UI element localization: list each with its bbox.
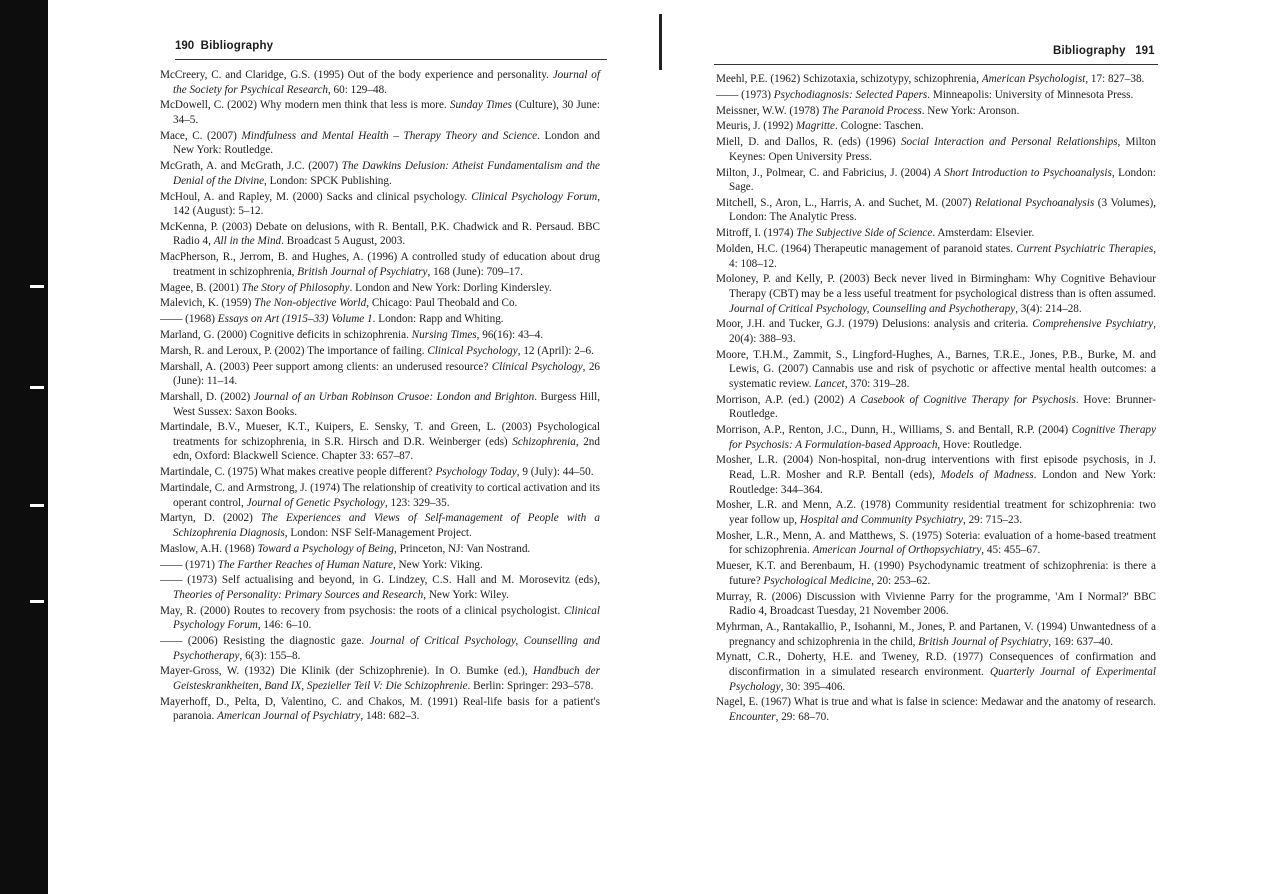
- entry-authors-text: Meissner, W.W. (1978): [716, 104, 823, 117]
- entry-work-title: Nursing Times: [411, 328, 477, 341]
- scan-artifact-mark: [30, 386, 44, 389]
- right-page-number: 191: [1135, 45, 1155, 57]
- entry-publication-details: , 148: 682–3.: [360, 710, 420, 723]
- entry-authors-text: McGrath, A. and McGrath, J.C. (2007): [160, 160, 342, 173]
- entry-work-title: Lancet: [814, 377, 845, 390]
- bibliography-entry: [716, 559, 1156, 588]
- entry-authors-text: May, R. (2000) Routes to recovery from psychosis: the roots of a clinical psychologist.: [160, 604, 564, 617]
- bibliography-entry: [716, 72, 1156, 87]
- bibliography-entry: [160, 344, 600, 359]
- entry-authors-text: Miell, D. and Dallos, R. (eds) (1996): [716, 136, 901, 149]
- bibliography-entry: [160, 558, 600, 573]
- gutter-binding-mark: [659, 14, 662, 70]
- entry-work-title: American Journal of Orthopsychiatry: [812, 544, 982, 557]
- left-head-rule: [175, 59, 607, 60]
- entry-work-title: Mindfulness and Mental Health – Therapy Theory and Science: [241, 129, 538, 142]
- entry-authors-text: McHoul, A. and Rapley, M. (2000) Sacks and clinical psychology.: [160, 190, 472, 203]
- entry-publication-details: , New York: Viking.: [392, 558, 483, 571]
- entry-work-title: Journal of Critical Psychology, Counselling and Psychotherapy: [729, 302, 1016, 315]
- bibliography-entry: [716, 166, 1156, 195]
- entry-authors-text: Nagel, E. (1967) What is true and what is false in science: Medawar and the anatomy of research.: [716, 696, 1156, 709]
- entry-authors-text: Marshall, A. (2003) Peer support among clients: an underused resource?: [160, 360, 492, 373]
- bibliography-entry: [160, 390, 600, 419]
- entry-authors-text: Milton, J., Polmear, C. and Fabricius, J. (2004): [716, 166, 935, 179]
- entry-publication-details: , Hove: Routledge.: [937, 438, 1022, 451]
- entry-work-title: The Story of Philosophy: [241, 281, 350, 294]
- entry-authors-text: Martyn, D. (2002): [160, 512, 262, 525]
- bibliography-entry: [160, 68, 600, 97]
- entry-publication-details: , London: SPCK Publishing.: [264, 174, 392, 187]
- bibliography-entry: [160, 281, 600, 296]
- bibliography-entry: [716, 88, 1156, 103]
- entry-work-title: Psychological Medicine: [763, 574, 872, 587]
- bibliography-entry: [160, 465, 600, 480]
- entry-publication-details: , 20: 253–62.: [871, 574, 931, 587]
- entry-authors-text: Morrison, A.P., Renton, J.C., Dunn, H., Williams, S. and Bentall, R.P. (2004): [716, 424, 1072, 437]
- bibliography-entry: [160, 511, 600, 540]
- entry-publication-details: . London: Rapp and Whiting.: [372, 313, 504, 326]
- entry-work-title: Psychology Today: [435, 466, 517, 479]
- entry-authors-text: Martindale, C. (1975) What makes creative people different?: [160, 466, 436, 479]
- entry-authors-text: Mitchell, S., Aron, L., Harris, A. and Suchet, M. (2007): [716, 196, 976, 209]
- entry-authors-text: Mitroff, I. (1974): [716, 227, 797, 240]
- entry-publication-details: . London and New York: Routledge: 344–364.: [729, 469, 1156, 496]
- entry-work-title: Social Interaction and Personal Relationships: [900, 136, 1118, 149]
- bibliography-entry: [160, 220, 600, 249]
- right-head-rule: [714, 64, 1158, 65]
- entry-work-title: Clinical Psychology: [491, 360, 583, 373]
- entry-authors-text: —— (1973) Self actualising and beyond, in G. Lindzey, C.S. Hall and M. Morosevitz (eds),: [160, 574, 600, 587]
- bibliography-entry: [716, 272, 1156, 316]
- bibliography-entry: [716, 498, 1156, 527]
- entry-publication-details: . Berlin: Springer: 293–578.: [467, 680, 594, 693]
- entry-authors-text: Martindale, C. and Armstrong, J. (1974) The relationship of creativity to cortical activation and its operant control,: [160, 482, 600, 509]
- bibliography-entry: [716, 196, 1156, 225]
- bibliography-entry: [716, 104, 1156, 119]
- entry-authors-text: Malevich, K. (1959): [160, 297, 255, 310]
- bibliography-entry: [160, 250, 600, 279]
- bibliography-entry: [716, 590, 1156, 619]
- entry-authors-text: —— (1968): [160, 313, 218, 326]
- entry-publication-details: , New York: Wiley.: [423, 588, 509, 601]
- bibliography-entry: [160, 573, 600, 602]
- entry-work-title: Relational Psychoanalysis: [975, 196, 1095, 209]
- entry-publication-details: . Broadcast 5 August, 2003.: [281, 235, 406, 248]
- entry-publication-details: . Cologne: Taschen.: [835, 120, 924, 133]
- entry-authors-text: Mueser, K.T. and Berenbaum, H. (1990) Psychodynamic treatment of schizophrenia: is there a future?: [716, 560, 1156, 587]
- right-running-head: [1053, 45, 1154, 57]
- entry-work-title: Magritte: [795, 120, 836, 133]
- entry-publication-details: . Burgess Hill, West Sussex: Saxon Books.: [173, 390, 600, 418]
- entry-work-title: Sunday Times: [449, 99, 513, 112]
- entry-authors-text: Mynatt, C.R., Doherty, H.E. and Tweney, R.D. (1977) Consequences of confirmation and disconfirmation in a simulated research environment.: [716, 651, 1156, 678]
- entry-authors-text: Marland, G. (2000) Cognitive deficits in schizophrenia.: [160, 328, 412, 341]
- entry-authors-text: Moloney, P. and Kelly, P. (2003) Beck never lived in Birmingham: Why Cognitive Behaviour Therapy (CBT) may be a less useful treatment for psychological distress than is often assumed.: [716, 273, 1156, 300]
- entry-authors-text: Mace, C. (2007): [160, 129, 242, 142]
- entry-publication-details: , Milton Keynes: Open University Press.: [729, 136, 1156, 163]
- entry-work-title: Cognitive Therapy for Psychosis: A Formulation-based Approach: [729, 424, 1156, 451]
- entry-work-title: The Experiences and Views of Self-management of People with a Schizophrenia Diagnosis: [173, 512, 600, 539]
- bibliography-entry: [160, 360, 600, 389]
- entry-work-title: Comprehensive Psychiatry: [1032, 318, 1154, 331]
- entry-authors-text: Maslow, A.H. (1968): [160, 542, 258, 555]
- entry-authors-text: Murray, R. (2006) Discussion with Vivienne Parry for the programme, 'Am I Normal?' BBC Radio 4, Broadcast Tuesday, 21 November 2006.: [716, 590, 1156, 618]
- bibliography-entry: [160, 420, 600, 464]
- entry-publication-details: , 168 (June): 709–17.: [427, 265, 523, 278]
- entry-work-title: Clinical Psychology Forum: [471, 190, 598, 203]
- entry-publication-details: (Culture), 30 June: 34–5.: [173, 99, 601, 126]
- bibliography-entry: [160, 634, 600, 663]
- bibliography-entry: [716, 348, 1156, 392]
- entry-authors-text: Mayer-Gross, W. (1932) Die Klinik (der Schizophrenie). In O. Bumke (ed.),: [160, 665, 533, 678]
- entry-work-title: Theories of Personality: Primary Sources and Research: [173, 588, 424, 601]
- bibliography-entry: [716, 453, 1156, 497]
- bibliography-entry: [160, 542, 600, 557]
- scan-dark-edge: [0, 0, 48, 894]
- entry-authors-text: Moor, J.H. and Tucker, G.J. (1979) Delusions: analysis and criteria.: [716, 318, 1033, 331]
- entry-work-title: The Dawkins Delusion: Atheist Fundamentalism and the Denial of the Divine: [173, 160, 600, 187]
- bibliography-entry: [716, 423, 1156, 452]
- entry-publication-details: , 142 (August): 5–12.: [173, 190, 600, 218]
- entry-work-title: Essays on Art (1915–33) Volume 1: [217, 313, 373, 326]
- entry-publication-details: , London: NSF Self-Management Project.: [284, 527, 472, 539]
- entry-authors-text: McCreery, C. and Claridge, G.S. (1995) Out of the body experience and personality.: [160, 69, 553, 81]
- entry-authors-text: Mosher, L.R., Menn, A. and Matthews, S. (1975) Soteria: evaluation of a home-based treatment for schizophrenia.: [716, 529, 1156, 557]
- entry-authors-text: Molden, H.C. (1964) Therapeutic management of paranoid states.: [716, 243, 1017, 256]
- bibliography-entry: [160, 190, 600, 219]
- entry-work-title: The Subjective Side of Science: [796, 227, 933, 240]
- bibliography-entry: [160, 129, 600, 158]
- entry-publication-details: , 146: 6–10.: [257, 619, 312, 632]
- entry-work-title: Handbuch der Geisteskrankheiten, Band IX, Spezieller Teil V: Die Schizophrenie: [173, 665, 600, 693]
- entry-publication-details: . Minneapolis: University of Minnesota Press.: [927, 88, 1134, 101]
- bibliography-entry: [716, 119, 1156, 134]
- entry-publication-details: , London: Sage.: [729, 166, 1156, 194]
- entry-publication-details: , 96(16): 43–4.: [476, 328, 544, 341]
- bibliography-entry: [160, 604, 600, 633]
- entry-publication-details: , 6(3): 155–8.: [239, 649, 301, 662]
- entry-publication-details: , Princeton, NJ: Van Nostrand.: [394, 542, 531, 555]
- entry-publication-details: (3 Volumes), London: The Analytic Press.: [729, 196, 1156, 224]
- entry-work-title: Toward a Psychology of Being: [257, 542, 394, 555]
- entry-work-title: American Psychologist: [981, 73, 1086, 85]
- bibliography-entry: [160, 312, 600, 327]
- entry-publication-details: . New York: Aronson.: [921, 104, 1020, 117]
- entry-publication-details: , 370: 319–28.: [844, 377, 910, 390]
- entry-publication-details: , 169: 637–40.: [1048, 635, 1114, 648]
- entry-work-title: The Farther Reaches of Human Nature: [217, 558, 393, 571]
- entry-work-title: Psychodiagnosis: Selected Papers: [773, 88, 928, 101]
- entry-publication-details: , 20(4): 388–93.: [729, 318, 1156, 345]
- bibliography-entry: [716, 695, 1156, 724]
- entry-work-title: Clinical Psychology: [427, 344, 518, 357]
- entry-authors-text: —— (1973): [716, 88, 774, 101]
- bibliography-entry: [160, 98, 600, 127]
- entry-work-title: The Paranoid Process: [822, 104, 922, 117]
- entry-authors-text: MacPherson, R., Jerrom, B. and Hughes, A. (1996) A controlled study of education about drug treatment in schizophrenia,: [160, 251, 600, 278]
- entry-work-title: Current Psychiatric Therapies: [1016, 243, 1154, 256]
- left-running-title: Bibliography: [200, 40, 274, 52]
- bibliography-entry: [160, 481, 600, 510]
- bibliography-entry: [716, 529, 1156, 558]
- entry-authors-text: Marsh, R. and Leroux, P. (2002) The importance of failing.: [160, 344, 428, 357]
- left-running-head: [175, 40, 273, 52]
- right-bibliography-column: [716, 72, 1156, 726]
- entry-authors-text: Magee, B. (2001): [160, 281, 242, 294]
- entry-work-title: A Short Introduction to Psychoanalysis: [934, 166, 1112, 179]
- entry-work-title: British Journal of Psychiatry: [918, 635, 1049, 648]
- bibliography-entry: [160, 328, 600, 343]
- entry-work-title: Hospital and Community Psychiatry: [799, 514, 963, 527]
- entry-publication-details: , 60: 129–48.: [327, 83, 387, 96]
- entry-publication-details: , 3(4): 214–28.: [1015, 302, 1082, 315]
- entry-work-title: Quarterly Journal of Experimental Psychology: [729, 665, 1156, 693]
- entry-publication-details: , 29: 715–23.: [962, 514, 1023, 527]
- entry-authors-text: Meehl, P.E. (1962) Schizotaxia, schizotypy, schizophrenia,: [716, 73, 982, 85]
- bibliography-entry: [716, 393, 1156, 422]
- entry-work-title: A Casebook of Cognitive Therapy for Psychosis: [848, 393, 1076, 406]
- left-bibliography-column: [160, 68, 600, 725]
- entry-publication-details: , 30: 395–406.: [780, 680, 846, 693]
- bibliography-entry: [716, 620, 1156, 649]
- entry-work-title: All in the Mind: [213, 235, 282, 248]
- entry-authors-text: McKenna, P. (2003) Debate on delusions, with R. Bentall, P.K. Chadwick and R. Persaud. BBC Radio 4,: [160, 220, 600, 248]
- entry-authors-text: Meuris, J. (1992): [716, 120, 796, 133]
- entry-publication-details: , 123: 329–35.: [384, 496, 450, 509]
- entry-authors-text: Mosher, L.R. and Menn, A.Z. (1978) Community residential treatment for schizophrenia: two year follow up,: [716, 499, 1156, 527]
- entry-authors-text: Myhrman, A., Rantakallio, P., Isohanni, M., Jones, P. and Partanen, V. (1994) Unwantedness of a pregnancy and schizophrenia in the child,: [716, 620, 1156, 648]
- bibliography-entry: [160, 296, 600, 311]
- entry-publication-details: . Amsterdam: Elsevier.: [932, 227, 1035, 240]
- right-running-title: Bibliography: [1053, 45, 1126, 57]
- entry-work-title: British Journal of Psychiatry: [297, 265, 428, 278]
- entry-publication-details: , 4: 108–12.: [729, 243, 1157, 270]
- entry-work-title: Journal of Critical Psychology, Counselling and Psychotherapy: [173, 635, 600, 662]
- entry-authors-text: Moore, T.H.M., Zammit, S., Lingford-Hughes, A., Barnes, T.R.E., Jones, P.B., Burke, M. and Lewis, G. (2007) Cannabis use and risk of psychotic or affective mental health outcomes: a systematic review.: [716, 348, 1156, 390]
- entry-work-title: Models of Madness: [940, 469, 1034, 482]
- entry-authors-text: Mosher, L.R. (2004) Non-hospital, non-drug interventions with first episode psychosis, in J. Read, L.R. Mosher and R.P. Bentall (eds),: [716, 454, 1156, 482]
- entry-publication-details: . Hove: Brunner-Routledge.: [729, 393, 1156, 421]
- entry-work-title: Encounter: [729, 710, 776, 723]
- entry-publication-details: . London and New York: Dorling Kindersley.: [349, 281, 552, 294]
- entry-publication-details: , 29: 68–70.: [775, 710, 830, 723]
- left-page-number: 190: [175, 40, 195, 52]
- entry-authors-text: Martindale, B.V., Mueser, K.T., Kuipers, E. Sensky, T. and Green, L. (2003) Psychological treatments for schizophrenia, in S.R. Hirsch and D.R. Weinberger (eds): [160, 421, 600, 448]
- entry-authors-text: Marshall, D. (2002): [160, 390, 254, 403]
- entry-publication-details: , 17: 827–38.: [1085, 73, 1145, 85]
- entry-authors-text: McDowell, C. (2002) Why modern men think that less is more.: [160, 99, 450, 112]
- entry-work-title: Schizophrenia: [512, 435, 576, 448]
- entry-authors-text: Morrison, A.P. (ed.) (2002): [716, 393, 849, 406]
- entry-authors-text: —— (1971): [160, 558, 218, 571]
- entry-authors-text: Mayerhoff, D., Pelta, D, Valentino, C. and Chakos, M. (1991) Real-life basis for a patient's paranoia.: [160, 695, 600, 723]
- entry-publication-details: , 2nd edn, Oxford: Blackwell Science. Chapter 33: 657–87.: [173, 435, 600, 463]
- entry-publication-details: , Chicago: Paul Theobald and Co.: [366, 297, 518, 310]
- entry-work-title: Journal of an Urban Robinson Crusoe: London and Brighton: [253, 390, 535, 403]
- entry-publication-details: , 26 (June): 11–14.: [173, 360, 601, 388]
- bibliography-entry: [160, 664, 600, 693]
- entry-publication-details: , 45: 455–67.: [981, 544, 1041, 557]
- bibliography-entry: [160, 695, 600, 724]
- bibliography-entry: [716, 317, 1156, 346]
- bibliography-entry: [716, 226, 1156, 241]
- entry-work-title: The Non-objective World: [254, 297, 367, 310]
- scan-artifact-mark: [30, 285, 44, 288]
- entry-work-title: Clinical Psychology Forum: [173, 604, 600, 632]
- entry-work-title: American Journal of Psychiatry: [217, 710, 361, 723]
- entry-work-title: Journal of Genetic Psychology: [246, 496, 385, 509]
- entry-publication-details: . London and New York: Routledge.: [173, 129, 600, 157]
- bibliography-entry: [716, 242, 1156, 271]
- bibliography-entry: [716, 650, 1156, 694]
- scan-artifact-mark: [30, 600, 44, 603]
- scan-artifact-mark: [30, 504, 44, 507]
- entry-publication-details: , 9 (July): 44–50.: [516, 466, 594, 479]
- entry-authors-text: —— (2006) Resisting the diagnostic gaze.: [160, 635, 370, 648]
- bibliography-entry: [716, 135, 1156, 164]
- entry-publication-details: , 12 (April): 2–6.: [517, 344, 594, 357]
- bibliography-entry: [160, 159, 600, 188]
- entry-work-title: Journal of the Society for Psychical Research: [173, 69, 600, 96]
